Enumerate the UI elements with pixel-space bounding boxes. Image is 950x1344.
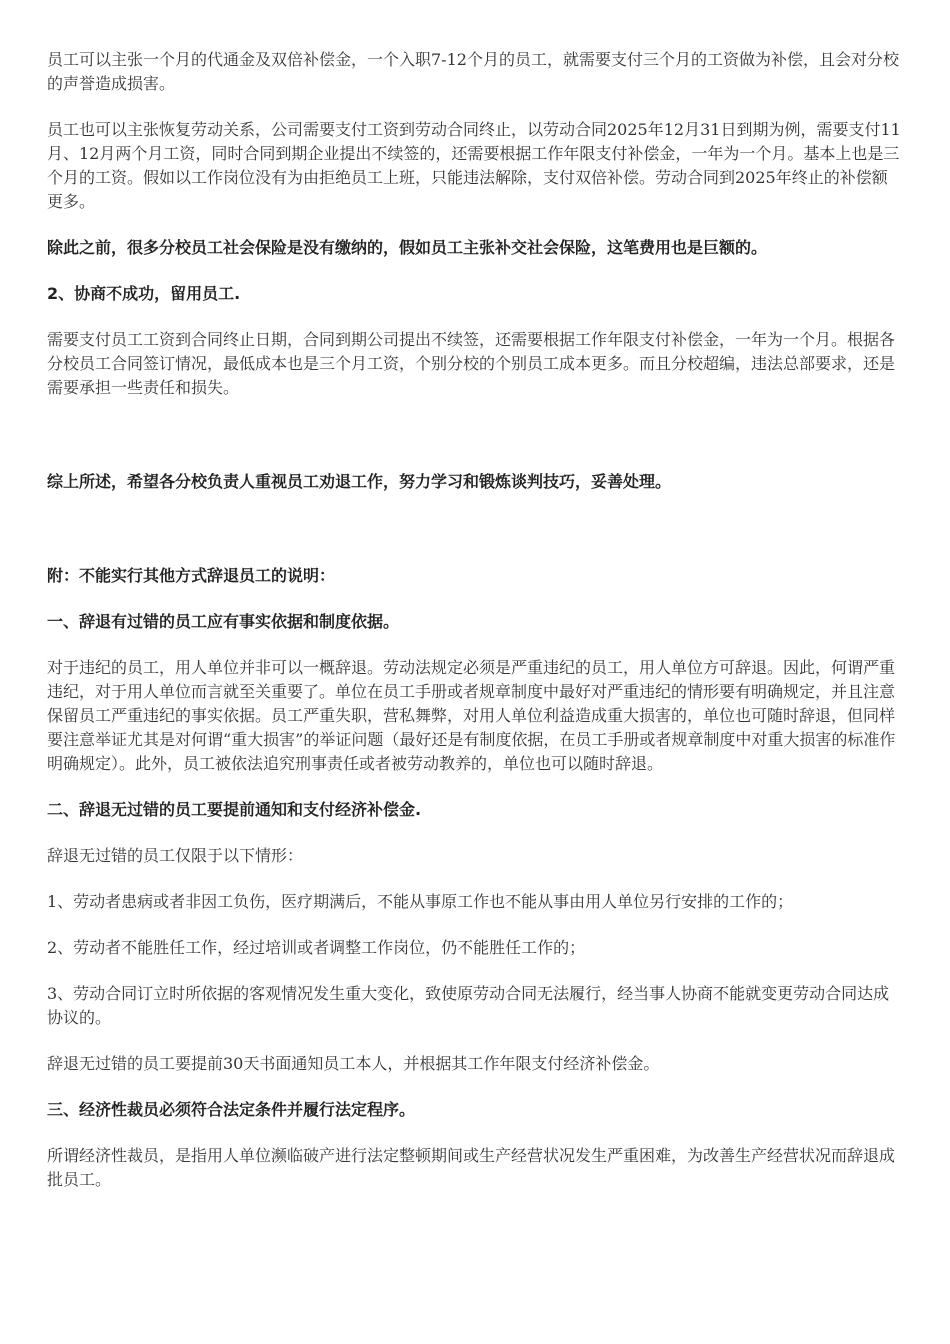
paragraph-misconduct-dismissal: 对于违纪的员工，用人单位并非可以一概辞退。劳动法规定必须是严重违纪的员工，用人单位方可辞退。因此，何谓严重违纪，对于用人单位而言就至关重要了。单位在员工手册或者规章制度中最好对严重违纪的情形要有明确规定，并且注意保留员工严重违纪的事实依据。员工严重失职，营私舞弊，对用人单位利益造成重大损害的，单位也可随时辞退，但同样要注意举证尤其是对何谓“重大损害”的举证问题（最好还是有制度依据，在员工手册或者规章制度中对重大损害的标准作明确规定）。此外，员工被依法追究刑事责任或者被劳动教养的，单位也可以随时辞退。: [47, 658, 896, 773]
paragraph-retain-employee: 需要支付员工工资到合同终止日期，合同到期公司提出不续签，还需要根据工作年限支付补偿金，一年为一个月。根据各分校员工合同签订情况，最低成本也是三个月工资，个别分校的个别员工成本更多。而且分校超编，违法总部要求，还是需要承担一些责任和损失。: [47, 330, 896, 397]
list-item-1: 1、劳动者患病或者非因工负伤，医疗期满后，不能从事原工作也不能从事由用人单位另行安排的工作的；: [47, 892, 794, 911]
paragraph-social-insurance: 除此之前，很多分校员工社会保险是没有缴纳的，假如员工主张补交社会保险，这笔费用也是巨额的。: [47, 238, 768, 257]
list-item-2: 2、劳动者不能胜任工作，经过培训或者调整工作岗位，仍不能胜任工作的；: [47, 938, 586, 957]
heading-section-1: 一、辞退有过错的员工应有事实依据和制度依据。: [47, 612, 400, 631]
paragraph-compensation-claim: 员工可以主张一个月的代通金及双倍补偿金，一个入职7-12个月的员工，就需要支付三个月的工资做为补偿，且会对分校的声誉造成损害。: [47, 50, 899, 93]
paragraph-no-fault-intro: 辞退无过错的员工仅限于以下情形：: [47, 846, 304, 865]
heading-appendix: 附：不能实行其他方式辞退员工的说明：: [47, 566, 336, 585]
heading-section-3: 三、经济性裁员必须符合法定条件并履行法定程序。: [47, 1100, 416, 1119]
paragraph-summary: 综上所述，希望各分校负责人重视员工劝退工作，努力学习和锻炼谈判技巧，妥善处理。: [47, 472, 672, 491]
list-item-3: 3、劳动合同订立时所依据的客观情况发生重大变化，致使原劳动合同无法履行，经当事人协商不能就变更劳动合同达成协议的。: [47, 984, 890, 1027]
paragraph-restore-relationship: 员工也可以主张恢复劳动关系，公司需要支付工资到劳动合同终止，以劳动合同2025年12月31日到期为例，需要支付11月、12月两个月工资，同时合同到期企业提出不续签的，还需要根据工作年限支付补偿金，一年为一个月。基本上也是三个月的工资。假如以工作岗位没有为由拒绝员工上班，只能违法解除，支付双倍补偿。劳动合同到2025年终止的补偿额更多。: [47, 120, 901, 211]
heading-section-2: 二、辞退无过错的员工要提前通知和支付经济补偿金.: [47, 800, 422, 819]
paragraph-economic-layoff: 所谓经济性裁员，是指用人单位濒临破产进行法定整顿期间或生产经营状况发生严重困难，为改善生产经营状况而辞退成批员工。: [47, 1146, 896, 1189]
paragraph-notice-requirement: 辞退无过错的员工要提前30天书面通知员工本人，并根据其工作年限支付经济补偿金。: [47, 1054, 660, 1073]
heading-negotiation-failed: 2、协商不成功，留用员工.: [47, 284, 241, 303]
